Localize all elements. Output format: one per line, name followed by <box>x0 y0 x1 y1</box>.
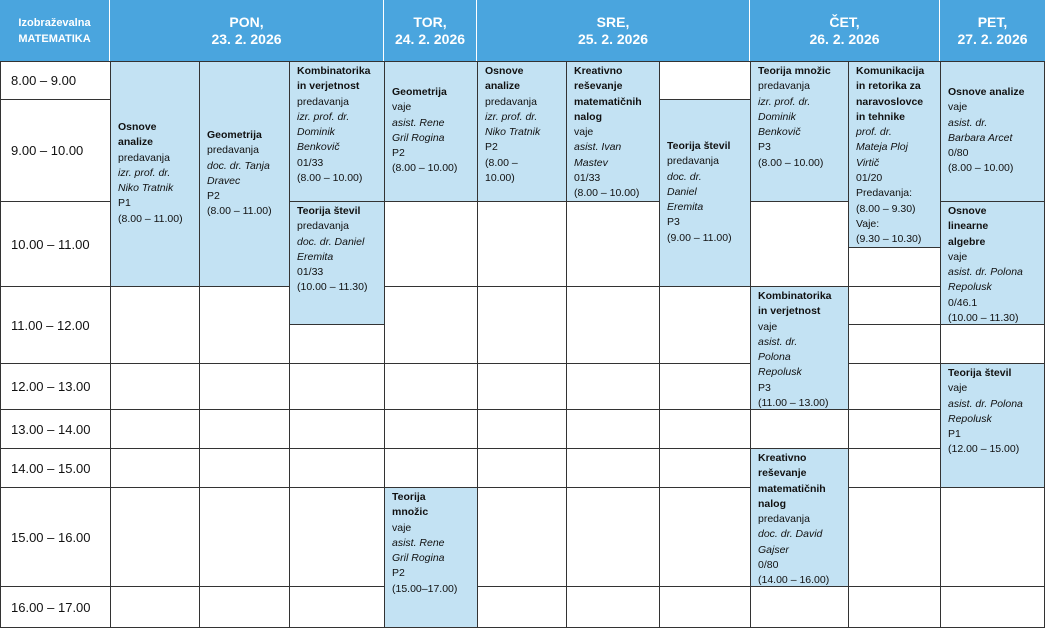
day-name: SRE, <box>596 13 630 30</box>
empty-cell <box>566 448 660 488</box>
course-block-content <box>856 64 936 248</box>
day-name: PON, <box>229 13 264 30</box>
course-lecturer: Mastev <box>574 156 608 169</box>
course-type: vaje <box>758 320 778 333</box>
empty-cell <box>384 448 478 488</box>
course-lecturer: Barbara Arcet <box>948 131 1013 144</box>
course-lecturer: izr. prof. dr. <box>485 110 538 123</box>
course-block-content <box>118 120 195 227</box>
course-time: (14.00 – 16.00) <box>758 574 830 587</box>
course-title: Osnove <box>118 121 157 133</box>
time-slot: 9.00 – 10.00 <box>0 99 111 202</box>
course-title: Teorija števil <box>297 205 361 217</box>
empty-cell <box>110 448 200 488</box>
course-lecturer: doc. dr. Tanja <box>207 159 270 172</box>
course-room: P2 <box>485 141 498 154</box>
course-lecturer: asist. Rene <box>392 116 445 129</box>
course-lecturer: Benkovič <box>297 141 340 154</box>
course-title: Kombinatorika <box>758 290 832 302</box>
empty-cell <box>199 363 290 410</box>
course-type: vaje <box>948 382 968 395</box>
course-room: 01/20 <box>856 172 883 185</box>
course-title: Geometrija <box>392 86 447 98</box>
empty-cell <box>477 286 567 364</box>
course-time: Predavanja: <box>856 187 913 200</box>
course-lecturer: Daniel <box>667 185 697 198</box>
day-date: 26. 2. 2026 <box>809 30 880 47</box>
course-block[interactable] <box>750 448 849 587</box>
empty-cell <box>477 201 567 287</box>
time-slot: 15.00 – 16.00 <box>0 487 111 587</box>
course-block-content <box>297 64 380 186</box>
course-room: 01/33 <box>574 172 601 185</box>
course-room: P2 <box>207 190 220 203</box>
course-room: P3 <box>758 381 771 394</box>
course-type: predavanja <box>485 95 537 108</box>
day-header-2 <box>477 0 750 61</box>
course-lecturer: doc. dr. Daniel <box>297 235 365 248</box>
day-date: 24. 2. 2026 <box>394 30 466 47</box>
course-title: matematičnih <box>574 95 642 108</box>
course-lecturer: doc. dr. <box>667 170 702 183</box>
course-lecturer: Gajser <box>758 543 789 556</box>
course-room: 01/33 <box>297 266 324 279</box>
empty-cell <box>848 247 941 287</box>
empty-cell <box>566 409 660 449</box>
course-lecturer: Benkovič <box>758 126 801 139</box>
course-time: (8.00 – 10.00) <box>574 187 640 200</box>
empty-cell <box>659 409 751 449</box>
day-date: 27. 2. 2026 <box>957 30 1028 47</box>
course-type: vaje <box>574 126 594 139</box>
time-slot: 14.00 – 15.00 <box>0 448 111 488</box>
course-type: vaje <box>392 521 412 534</box>
time-slot: 8.00 – 9.00 <box>0 61 111 100</box>
course-lecturer: Gril Rogina <box>392 552 445 565</box>
course-title: analize <box>485 80 521 93</box>
course-lecturer: Dominik <box>758 110 796 123</box>
day-date: 25. 2. 2026 <box>577 30 649 47</box>
empty-cell <box>940 586 1045 628</box>
course-title: množic <box>392 506 429 519</box>
course-title: Kreativno <box>574 65 623 77</box>
course-block[interactable] <box>750 61 849 202</box>
course-title: Osnove <box>948 205 987 217</box>
course-time: (8.00 – 11.00) <box>207 205 272 218</box>
course-type: predavanja <box>297 95 349 108</box>
course-block[interactable] <box>477 61 567 202</box>
course-room: 0/80 <box>758 559 779 572</box>
course-time: (8.00 – 10.00) <box>758 156 824 169</box>
empty-cell <box>199 448 290 488</box>
time-slot: 16.00 – 17.00 <box>0 586 111 628</box>
time-slot: 10.00 – 11.00 <box>0 201 111 287</box>
course-title: linearne <box>948 220 989 233</box>
empty-cell <box>848 487 941 587</box>
empty-cell <box>848 586 941 628</box>
course-time: (8.00 – 10.00) <box>948 162 1014 175</box>
course-lecturer: Gril Rogina <box>392 131 445 144</box>
empty-cell <box>110 363 200 410</box>
empty-cell <box>750 201 849 287</box>
course-time: (11.00 – 13.00) <box>758 397 829 410</box>
course-block[interactable] <box>199 61 290 287</box>
course-room: P1 <box>948 428 961 441</box>
day-header-3 <box>750 0 940 61</box>
empty-cell <box>848 286 941 325</box>
course-type: predavanja <box>207 144 259 157</box>
time-slot: 12.00 – 13.00 <box>0 363 111 410</box>
day-header-1 <box>384 0 477 61</box>
course-block-content <box>574 64 655 202</box>
course-title: algebre <box>948 235 986 248</box>
empty-cell <box>199 286 290 364</box>
day-header-0 <box>110 0 384 61</box>
empty-cell <box>940 487 1045 587</box>
course-block-content <box>667 139 746 246</box>
empty-cell <box>289 487 385 587</box>
empty-cell <box>566 201 660 287</box>
course-type: predavanja <box>758 513 810 526</box>
course-block[interactable] <box>750 286 849 410</box>
course-time: (10.00 – 11.30) <box>948 312 1019 325</box>
course-block-content <box>758 451 844 587</box>
course-type: predavanja <box>297 220 349 233</box>
course-block[interactable] <box>289 201 385 325</box>
course-block[interactable] <box>659 99 751 287</box>
course-title: Teorija števil <box>948 367 1012 379</box>
time-slot: 11.00 – 12.00 <box>0 286 111 364</box>
course-block-content <box>297 204 380 296</box>
course-lecturer: asist. dr. Polona <box>948 397 1023 410</box>
header-corner-line: Izobraževalna <box>18 16 91 29</box>
course-room: 0/80 <box>948 147 969 160</box>
course-title: Teorija množic <box>758 65 831 77</box>
header-corner <box>0 0 110 61</box>
course-type: vaje <box>948 250 968 263</box>
course-lecturer: izr. prof. dr. <box>758 95 811 108</box>
empty-cell <box>659 61 751 100</box>
empty-cell <box>659 363 751 410</box>
course-title: Kombinatorika <box>297 65 371 77</box>
course-lecturer: asist. dr. <box>758 335 798 348</box>
course-block[interactable] <box>940 363 1045 488</box>
empty-cell <box>289 324 385 364</box>
course-lecturer: Eremita <box>297 250 334 263</box>
course-block-content <box>758 289 844 410</box>
course-lecturer: Polona <box>758 351 791 364</box>
day-name: ČET, <box>829 13 860 30</box>
empty-cell <box>659 586 751 628</box>
empty-cell <box>199 586 290 628</box>
course-lecturer: doc. dr. David <box>758 528 823 541</box>
course-block[interactable] <box>848 61 941 248</box>
course-lecturer: asist. dr. <box>948 116 988 129</box>
course-title: in retorika za <box>856 80 921 93</box>
course-lecturer: izr. prof. dr. <box>297 110 350 123</box>
course-title: nalog <box>758 497 786 510</box>
course-type: vaje <box>948 101 968 114</box>
course-time: (8.00 – 10.00) <box>297 172 363 185</box>
empty-cell <box>566 286 660 364</box>
course-title: Teorija <box>392 491 426 503</box>
empty-cell <box>848 409 941 449</box>
course-room: P2 <box>392 147 405 160</box>
course-room: P3 <box>758 141 771 154</box>
empty-cell <box>289 409 385 449</box>
empty-cell <box>659 448 751 488</box>
course-title: analize <box>118 136 154 149</box>
empty-cell <box>289 448 385 488</box>
empty-cell <box>110 409 200 449</box>
empty-cell <box>940 324 1045 364</box>
course-title: Osnove <box>485 65 524 77</box>
course-title: naravoslovce <box>856 95 924 108</box>
empty-cell <box>384 409 478 449</box>
course-time: (10.00 – 11.30) <box>297 281 368 294</box>
course-title: Komunikacija <box>856 65 925 77</box>
course-block-content <box>392 85 473 177</box>
empty-cell <box>289 586 385 628</box>
empty-cell <box>477 409 567 449</box>
empty-cell <box>477 448 567 488</box>
course-lecturer: izr. prof. dr. <box>118 166 171 179</box>
course-block[interactable] <box>110 61 200 287</box>
header-corner-line: MATEMATIKA <box>18 32 91 45</box>
course-room: 0/46.1 <box>948 296 978 309</box>
course-type: predavanja <box>667 155 719 168</box>
course-title: Geometrija <box>207 129 262 141</box>
course-lecturer: Mateja Ploj <box>856 141 908 154</box>
course-type: predavanja <box>118 151 170 164</box>
empty-cell <box>750 409 849 449</box>
empty-cell <box>110 487 200 587</box>
empty-cell <box>289 363 385 410</box>
course-room: P2 <box>392 567 405 580</box>
empty-cell <box>110 286 200 364</box>
course-lecturer: prof. dr. <box>856 126 892 139</box>
course-lecturer: Eremita <box>667 201 704 214</box>
course-lecturer: Dravec <box>207 174 241 187</box>
empty-cell <box>848 324 941 364</box>
course-extra: (8.00 – 9.30) <box>856 202 916 215</box>
course-time: (8.00 – 10.00) <box>392 162 458 175</box>
empty-cell <box>750 586 849 628</box>
course-type: vaje <box>392 101 412 114</box>
empty-cell <box>659 286 751 364</box>
course-lecturer: asist. Rene <box>392 536 445 549</box>
course-block-content <box>948 85 1040 177</box>
course-block-content <box>758 64 844 171</box>
empty-cell <box>199 409 290 449</box>
course-title: reševanje <box>758 467 807 480</box>
empty-cell <box>566 586 660 628</box>
course-block[interactable] <box>566 61 660 202</box>
course-time: (12.00 – 15.00) <box>948 443 1020 456</box>
course-time: (15.00–17.00) <box>392 582 458 595</box>
empty-cell <box>566 363 660 410</box>
day-name: TOR, <box>413 13 447 30</box>
course-block-content <box>948 204 1040 325</box>
course-title: nalog <box>574 110 602 123</box>
course-time: (9.00 – 11.00) <box>667 231 732 244</box>
course-room: P3 <box>667 216 680 229</box>
course-time: (8.00 – 11.00) <box>118 212 183 225</box>
course-type: predavanja <box>758 80 810 93</box>
course-title: in verjetnost <box>297 80 360 93</box>
course-block-content <box>392 490 473 597</box>
course-lecturer: Repolusk <box>948 412 992 425</box>
course-lecturer: Dominik <box>297 126 335 139</box>
empty-cell <box>384 286 478 364</box>
course-title: Teorija števil <box>667 140 731 152</box>
empty-cell <box>477 586 567 628</box>
course-block-content <box>207 128 285 220</box>
course-lecturer: Virtič <box>856 156 880 169</box>
course-room: 01/33 <box>297 156 324 169</box>
empty-cell <box>477 363 567 410</box>
empty-cell <box>848 363 941 410</box>
course-title: Osnove analize <box>948 86 1025 98</box>
course-block[interactable] <box>289 61 385 202</box>
empty-cell <box>659 487 751 587</box>
empty-cell <box>566 487 660 587</box>
course-extra: 10.00) <box>485 172 515 185</box>
empty-cell <box>199 487 290 587</box>
day-date: 23. 2. 2026 <box>211 30 282 47</box>
course-title: matematičnih <box>758 482 826 495</box>
course-block[interactable] <box>384 487 478 628</box>
course-block[interactable] <box>940 201 1045 325</box>
empty-cell <box>110 586 200 628</box>
course-room: P1 <box>118 197 131 210</box>
empty-cell <box>384 363 478 410</box>
course-block[interactable] <box>940 61 1045 202</box>
course-lecturer: Niko Tratnik <box>118 182 174 195</box>
course-title: reševanje <box>574 80 623 93</box>
course-time: (8.00 – <box>485 156 518 169</box>
course-lecturer: asist. dr. Polona <box>948 266 1023 279</box>
course-title: in verjetnost <box>758 305 821 318</box>
course-extra: Vaje: <box>856 217 880 230</box>
course-extra: (9.30 – 10.30) <box>856 233 922 246</box>
course-lecturer: Niko Tratnik <box>485 126 541 139</box>
course-block-content <box>485 64 562 186</box>
day-header-4 <box>940 0 1046 61</box>
empty-cell <box>477 487 567 587</box>
course-title: Kreativno <box>758 452 807 464</box>
course-lecturer: asist. Ivan <box>574 141 622 154</box>
course-lecturer: Repolusk <box>758 366 802 379</box>
course-lecturer: Repolusk <box>948 281 992 294</box>
time-slot: 13.00 – 14.00 <box>0 409 111 449</box>
course-title: in tehnike <box>856 110 906 123</box>
empty-cell <box>848 448 941 488</box>
course-block[interactable] <box>384 61 478 202</box>
course-block-content <box>948 366 1040 458</box>
empty-cell <box>384 201 478 287</box>
day-name: PET, <box>977 13 1008 30</box>
